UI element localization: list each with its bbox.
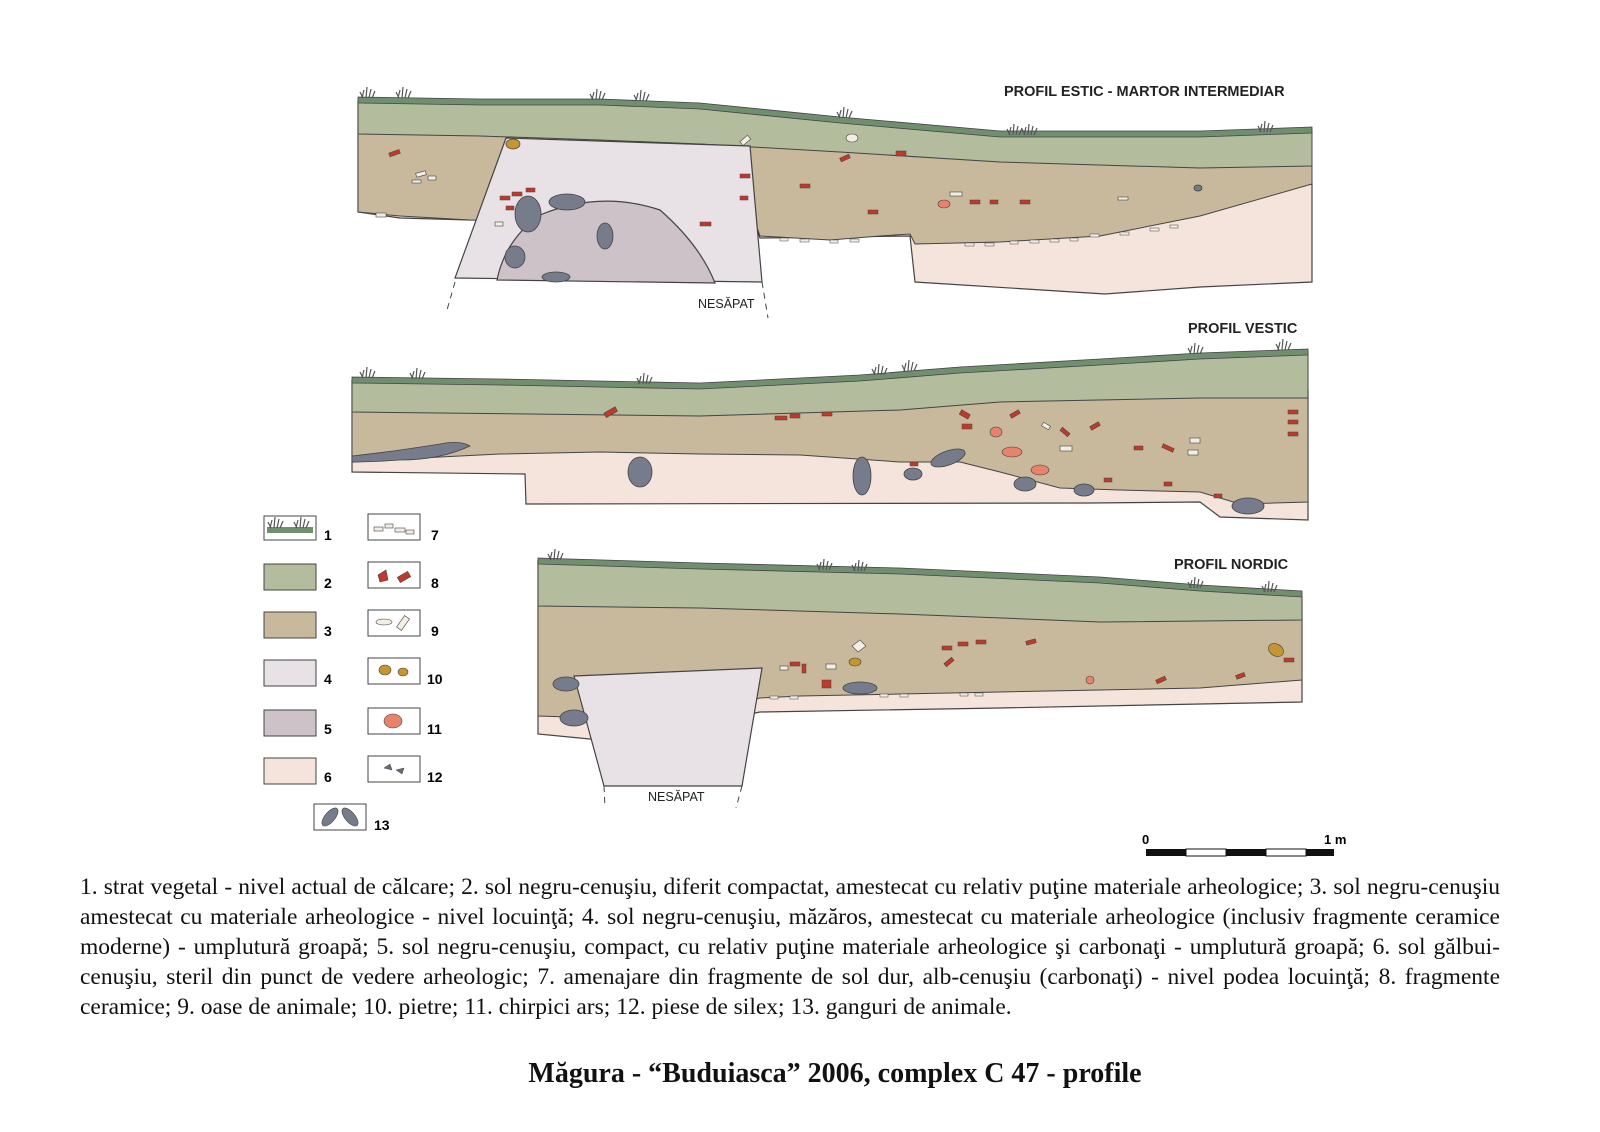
legend-num-12: 12 xyxy=(427,769,443,785)
caption-entry-5: 5. sol negru-cenuşiu, compact, cu relativ puţine materiale arheologice şi carbonaţi - umplutură groapă; xyxy=(376,934,1365,960)
legend-num-10: 10 xyxy=(427,671,443,687)
north-profile-title: PROFIL NORDIC xyxy=(1174,557,1289,573)
west-profile-title: PROFIL VESTIC xyxy=(1188,321,1298,337)
layer-5-swatch xyxy=(264,710,316,736)
layer-2-swatch xyxy=(264,564,316,590)
layer-4-swatch xyxy=(264,660,316,686)
east-unexcavated-label: NESĂPAT xyxy=(698,297,755,311)
north-pit-fill xyxy=(574,668,762,786)
burnt-daub-icon xyxy=(368,708,420,734)
west-profile xyxy=(352,321,1308,520)
legend-num-1: 1 xyxy=(324,527,332,543)
scale-start-label: 0 xyxy=(1142,832,1150,847)
layer-6-swatch xyxy=(264,758,316,784)
floor-fragments-icon xyxy=(368,514,420,540)
scale-bar xyxy=(1142,832,1346,856)
flint-pieces-icon xyxy=(368,756,420,782)
caption-entry-9: 9. oase de animale; xyxy=(177,994,358,1020)
legend-num-8: 8 xyxy=(431,575,439,591)
caption-entry-2: 2. sol negru-cenuşiu, diferit compactat, amestecat cu relativ puţine materiale arheologice; xyxy=(461,874,1304,900)
scale-end-label: 1 m xyxy=(1324,832,1347,847)
legend-num-9: 9 xyxy=(431,623,439,639)
caption-entry-3: 3. sol negru-cenuşiu amestecat cu materiale arheologice - nivel locuinţă; xyxy=(80,874,1501,930)
north-unexcavated-label: NESĂPAT xyxy=(648,790,705,804)
legend-num-5: 5 xyxy=(324,721,332,737)
caption-entry-6: 6. sol gălbui-cenuşiu, steril din punct de vedere arheologic; xyxy=(80,934,1501,990)
stones-icon xyxy=(368,658,420,684)
east-daub xyxy=(938,200,950,208)
north-profile xyxy=(538,549,1302,808)
legend-num-6: 6 xyxy=(324,769,332,785)
legend-num-2: 2 xyxy=(324,575,332,591)
legend-num-13: 13 xyxy=(374,817,390,833)
caption-entry-4: 4. sol negru-cenuşiu, măzăros, amestecat cu materiale arheologice (inclusiv fragmente ceramice moderne) - umplutură groapă; xyxy=(80,904,1500,960)
caption-entry-12: 12. piese de silex; xyxy=(616,994,785,1020)
layer-3-swatch xyxy=(264,612,316,638)
animal-bones-icon xyxy=(368,610,420,636)
caption-entry-1: 1. strat vegetal - nivel actual de călcare; xyxy=(80,874,455,900)
east-profile-title: PROFIL ESTIC - MARTOR INTERMEDIAR xyxy=(1004,84,1285,100)
animal-burrows-icon xyxy=(314,804,366,830)
figure-title: Măgura - “Buduiasca” 2006, complex C 47 - profile xyxy=(528,1058,1142,1089)
east-profile xyxy=(358,84,1312,318)
legend-num-4: 4 xyxy=(324,671,332,687)
caption-entry-11: 11. chirpici ars; xyxy=(464,994,611,1020)
legend xyxy=(264,514,443,833)
vegetal-layer-icon xyxy=(264,516,316,540)
north-daub xyxy=(1086,676,1094,684)
legend-num-7: 7 xyxy=(431,527,439,543)
caption-entry-8: 8. fragmente ceramice; xyxy=(80,964,1501,1020)
caption-entry-10: 10. pietre; xyxy=(363,994,459,1020)
caption-entry-7: 7. amenajare din fragmente de sol dur, alb-cenuşiu (carbonaţi) - nivel podea locuinţă; xyxy=(537,964,1370,990)
legend-caption xyxy=(80,872,1500,1022)
east-stone xyxy=(506,139,520,149)
caption-entry-13: 13. ganguri de animale. xyxy=(790,994,1012,1020)
ceramic-fragments-icon xyxy=(368,562,420,588)
legend-num-3: 3 xyxy=(324,623,332,639)
legend-num-11: 11 xyxy=(427,721,442,737)
